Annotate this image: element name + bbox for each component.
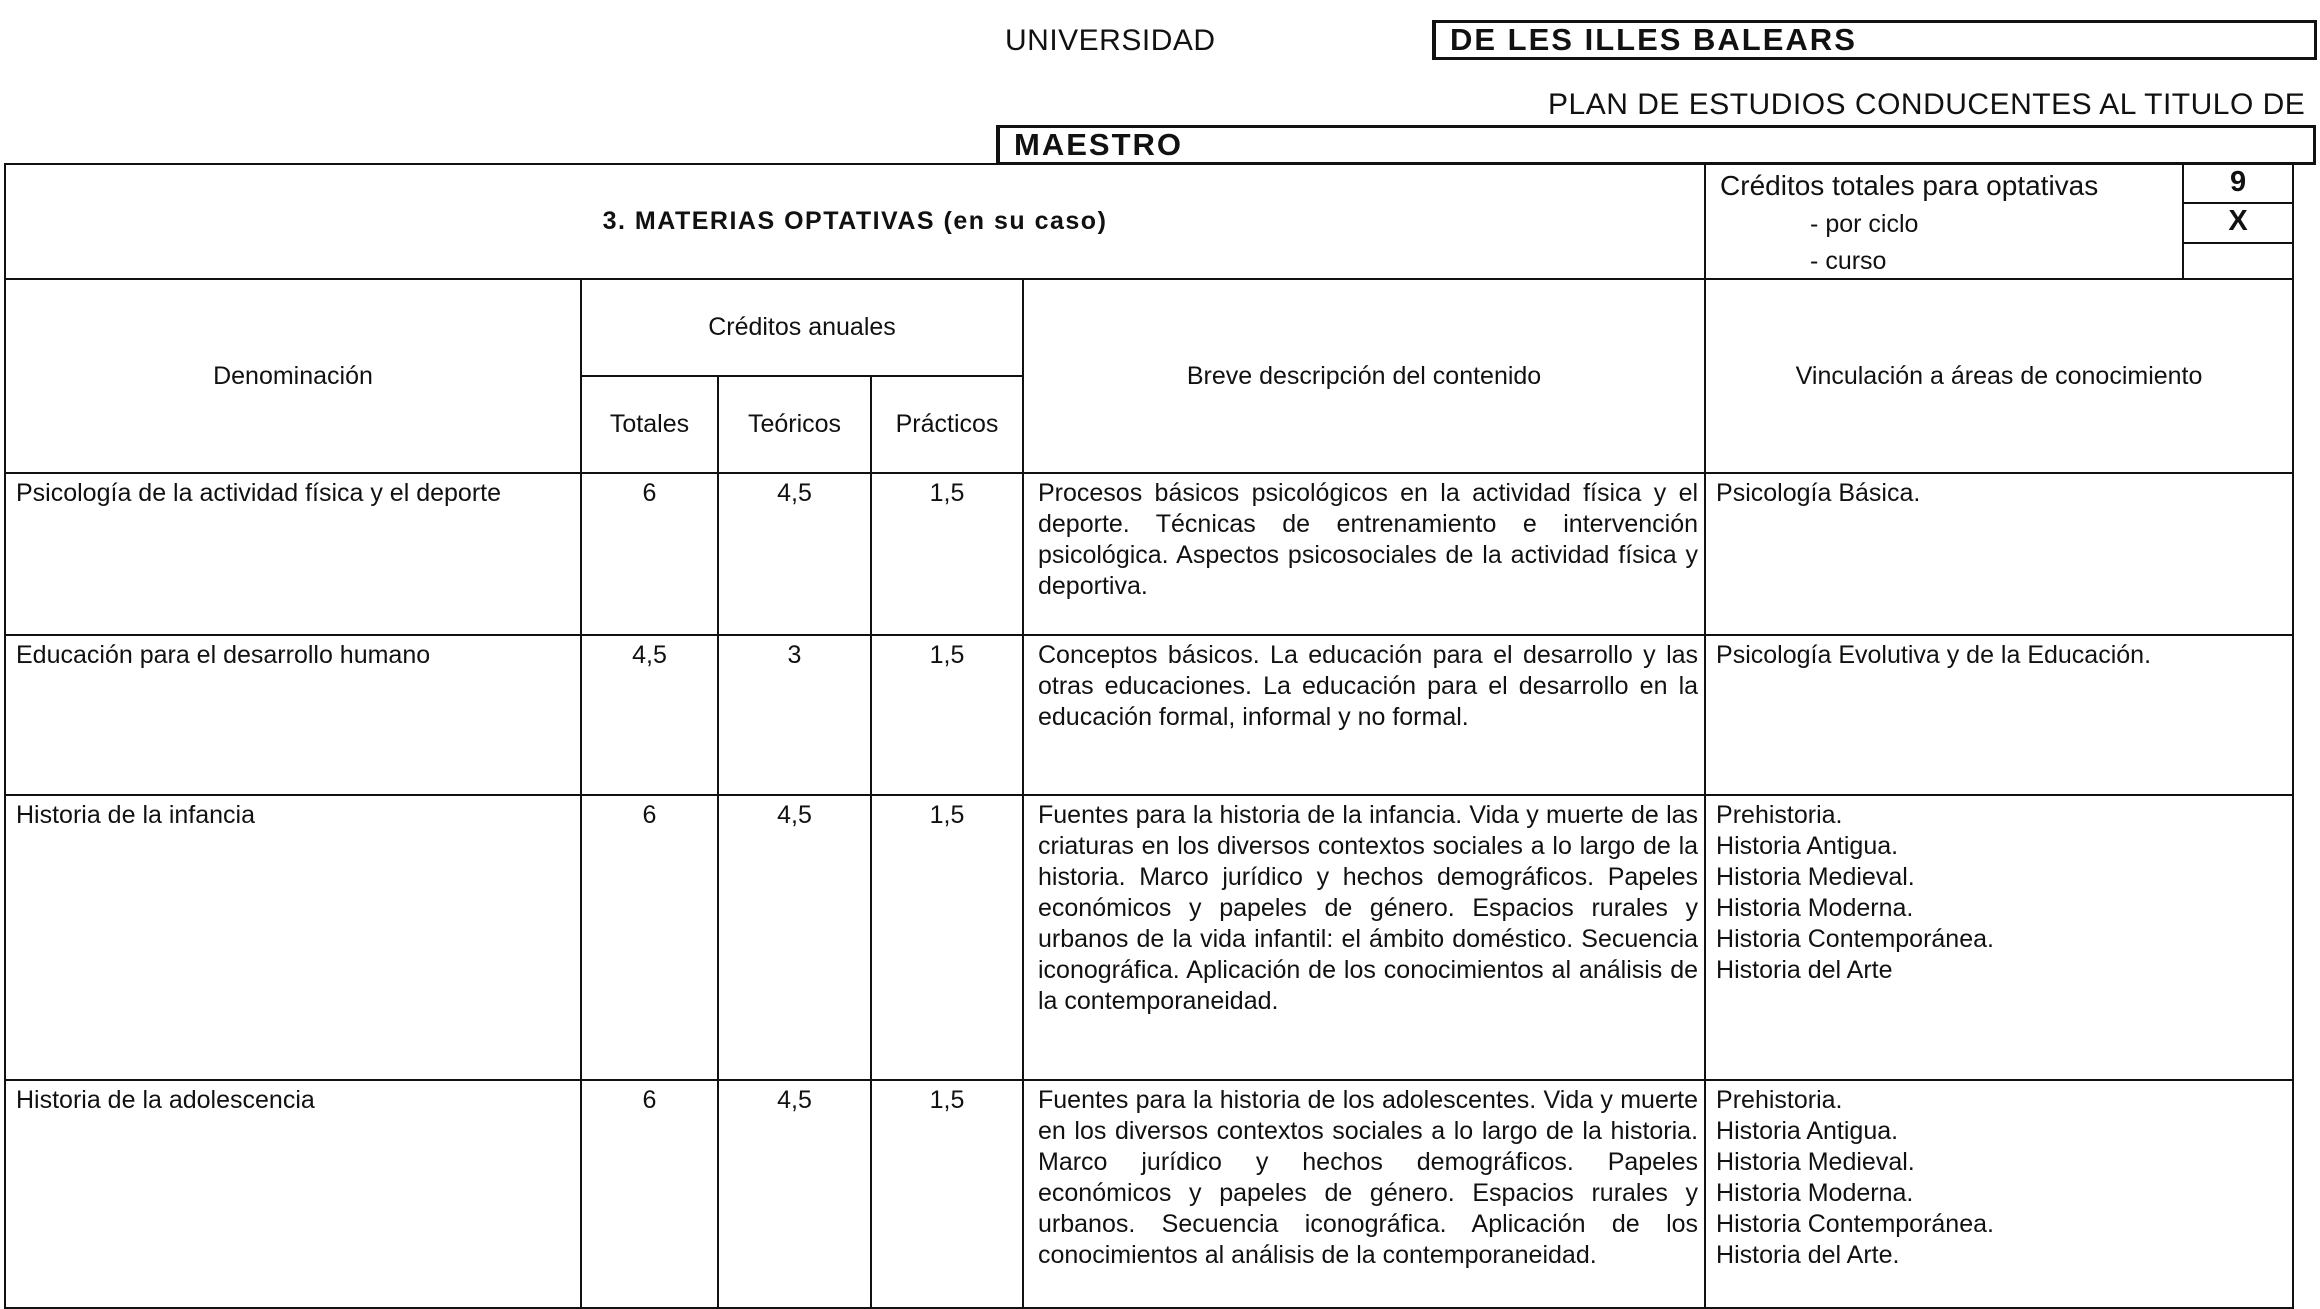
table-row (5, 795, 2293, 1080)
area-item: Historia Moderna. (1716, 1179, 1914, 1207)
university-label: UNIVERSIDAD (1005, 24, 1216, 57)
subject-name: Psicología de la actividad física y el deporte (5, 473, 581, 635)
credits-summary (1705, 164, 2293, 279)
header-annual-credits: Créditos anuales (581, 279, 1023, 376)
knowledge-areas (1705, 473, 2293, 635)
area-item: Historia Contemporánea. (1716, 925, 1994, 953)
credits-total-value: 9 (2184, 165, 2292, 204)
credits-theory: 4,5 (718, 473, 871, 635)
area-item: Historia del Arte. (1716, 1241, 1900, 1269)
credits-practice: 1,5 (871, 1080, 1023, 1308)
per-course-value (2184, 244, 2292, 281)
header-practical: Prácticos (871, 376, 1023, 473)
area-item: Historia Antigua. (1716, 1117, 1899, 1145)
area-item: Prehistoria. (1716, 801, 1843, 829)
area-item: Prehistoria. (1716, 1086, 1843, 1114)
optional-subjects-table (4, 163, 2294, 1309)
credits-total: 6 (581, 473, 718, 635)
area-item: Historia del Arte (1716, 956, 1893, 984)
credits-theory: 3 (718, 635, 871, 795)
per-course-label: - curso (1810, 247, 1887, 275)
area-item: Historia Antigua. (1716, 832, 1899, 860)
credits-total: 6 (581, 1080, 718, 1308)
credits-total-label: Créditos totales para optativas (1720, 170, 2099, 201)
header-theoretical: Teóricos (718, 376, 871, 473)
header-denomination: Denominación (5, 279, 581, 473)
credits-total: 6 (581, 795, 718, 1080)
degree-box: MAESTRO (996, 125, 2316, 165)
subject-name: Educación para el desarrollo humano (5, 635, 581, 795)
subject-description: Fuentes para la historia de los adolescentes. Vida y muerte en los diversos contextos sociales a lo largo de la historia. Marco jurídico y hechos demográficos. Papeles económicos y papeles de género. Espacios rurales y urbanos. Secuencia iconográfica. Aplicación de los conocimientos al análisis de la contemporaneidad. (1023, 1080, 1705, 1308)
credits-practice: 1,5 (871, 795, 1023, 1080)
credits-value-grid (2182, 165, 2292, 278)
area-item: Historia Medieval. (1716, 863, 1915, 891)
plan-label: PLAN DE ESTUDIOS CONDUCENTES AL TITULO DE (1548, 88, 2306, 121)
credits-total: 4,5 (581, 635, 718, 795)
subject-description: Conceptos básicos. La educación para el desarrollo y las otras educaciones. La educación para el desarrollo en la educación formal, informal y no formal. (1023, 635, 1705, 795)
area-item: Psicología Básica. (1716, 479, 1921, 507)
subject-description: Procesos básicos psicológicos en la actividad física y el deporte. Técnicas de entrenamiento e intervención psicológica. Aspectos psicosociales de la actividad física y deportiva. (1023, 473, 1705, 635)
area-item: Historia Moderna. (1716, 894, 1914, 922)
subject-name: Historia de la adolescencia (5, 1080, 581, 1308)
per-cycle-label: - por ciclo (1810, 210, 1919, 238)
subject-description: Fuentes para la historia de la infancia. Vida y muerte de las criaturas en los diversos contextos sociales a lo largo de la historia. Marco jurídico y hechos demográficos. Papeles económicos y papeles de género. Espacios rurales y urbanos de la vida infantil: el ámbito doméstico. Secuencia iconográfica. Aplicación de los conocimientos al análisis de la contemporaneidad. (1023, 795, 1705, 1080)
table-row (5, 635, 2293, 795)
area-item: Historia Medieval. (1716, 1148, 1915, 1176)
table-row (5, 473, 2293, 635)
knowledge-areas (1705, 795, 2293, 1080)
credits-theory: 4,5 (718, 795, 871, 1080)
knowledge-areas (1705, 1080, 2293, 1308)
table-row (5, 1080, 2293, 1308)
per-cycle-value: X (2184, 204, 2292, 243)
credits-theory: 4,5 (718, 1080, 871, 1308)
area-item: Historia Contemporánea. (1716, 1210, 1994, 1238)
area-item: Psicología Evolutiva y de la Educación. (1716, 641, 2152, 669)
university-name-box: DE LES ILLES BALEARS (1432, 20, 2317, 60)
knowledge-areas (1705, 635, 2293, 795)
section-title: 3. MATERIAS OPTATIVAS (en su caso) (5, 164, 1705, 279)
header-description: Breve descripción del contenido (1023, 279, 1705, 473)
header-areas: Vinculación a áreas de conocimiento (1705, 279, 2293, 473)
header-totals: Totales (581, 376, 718, 473)
credits-practice: 1,5 (871, 635, 1023, 795)
credits-practice: 1,5 (871, 473, 1023, 635)
subject-name: Historia de la infancia (5, 795, 581, 1080)
